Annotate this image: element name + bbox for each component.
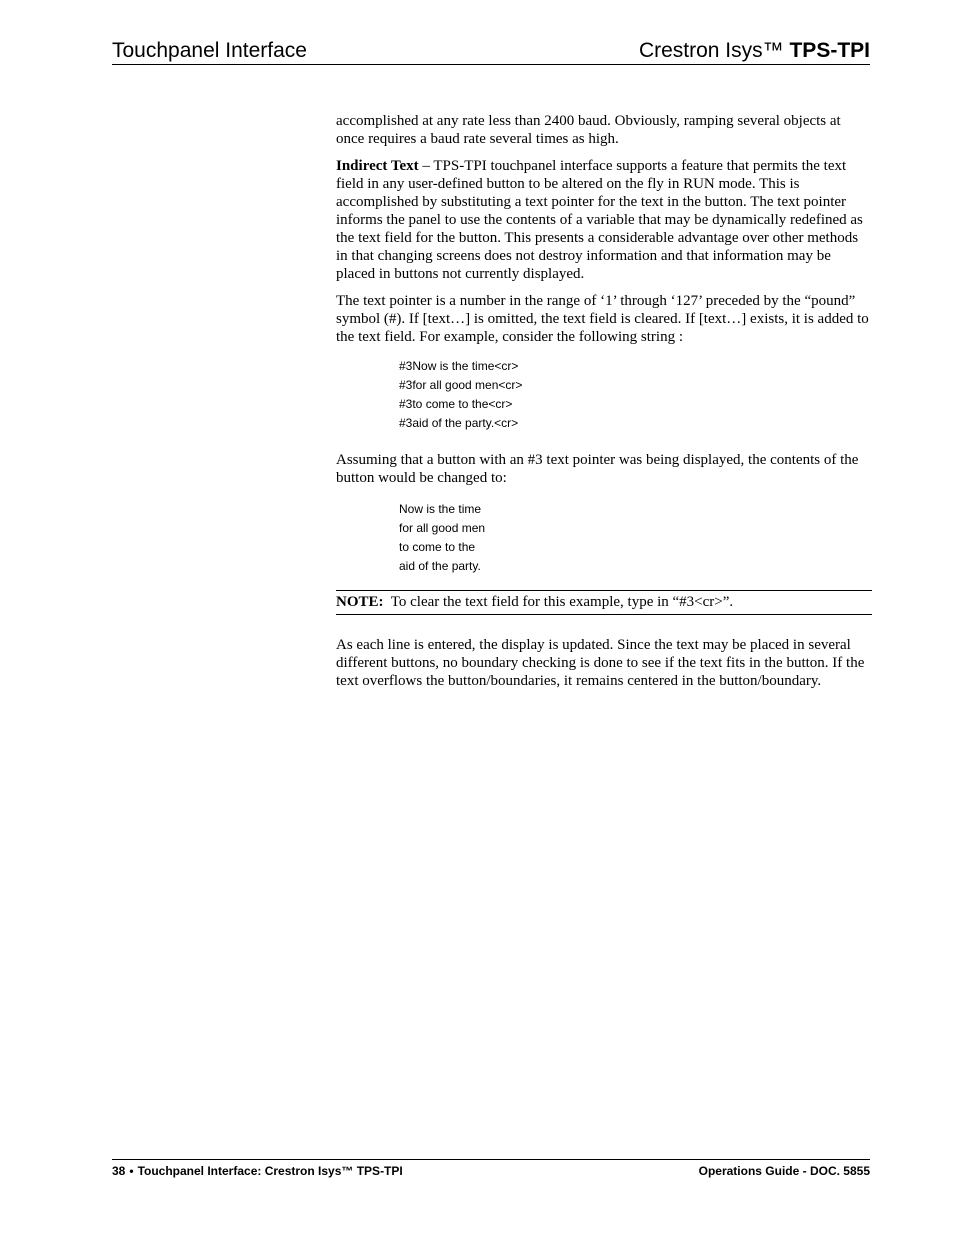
- code-line: #3Now is the time<cr>: [399, 359, 519, 373]
- header-product-title: [639, 38, 870, 64]
- paragraph-baud-rate: accomplished at any rate less than 2400 baud. Obviously, ramping several objects at once requires a baud rate several times as high.: [336, 113, 841, 147]
- code-line: aid of the party.: [399, 559, 481, 573]
- footer-left: [112, 1163, 403, 1179]
- page-footer: [112, 1159, 870, 1178]
- code-line: Now is the time: [399, 502, 482, 516]
- page-number: 38: [112, 1164, 126, 1178]
- paragraph-display-updated: As each line is entered, the display is updated. Since the text may be placed in several different buttons, no boundary checking is done to see if the text fits in the button. If the text overflows the button/boundaries, it remains centered in the button/boundary.: [336, 637, 865, 689]
- paragraph-text-pointer: The text pointer is a number in the range of ‘1’ through ‘127’ preceded by the “pound” symbol (#). If [text…] is omitted, the text field is cleared. If [text…] exists, it is added to the text field. For example, consider the following string :: [336, 293, 869, 345]
- footer-document-id: Operations Guide - DOC. 5855: [698, 1164, 870, 1178]
- header-product-model: TPS-TPI: [789, 39, 870, 62]
- page-header: [112, 38, 870, 65]
- code-line: for all good men: [399, 521, 486, 535]
- footer-chapter-title: Touchpanel Interface: Crestron Isys™ TPS-TPI: [137, 1164, 403, 1178]
- note-label: NOTE:: [336, 594, 384, 610]
- example-string-block: [399, 357, 872, 433]
- note-text: To clear the text field for this example, type in “#3<cr>”.: [390, 594, 734, 610]
- header-section-title: Touchpanel Interface: [112, 39, 307, 62]
- header-product-name: Crestron Isys™: [638, 39, 784, 62]
- code-line: #3to come to the<cr>: [399, 397, 513, 411]
- button-contents-block: [399, 500, 872, 576]
- indirect-text-heading: Indirect Text: [336, 158, 419, 174]
- paragraph-assuming: Assuming that a button with an #3 text pointer was being displayed, the contents of the button would be changed to:: [336, 452, 859, 486]
- paragraph-indirect-text: [336, 157, 872, 283]
- code-line: to come to the: [399, 540, 476, 554]
- indirect-text-body: – TPS-TPI touchpanel interface supports a feature that permits the text field in any user-defined button to be altered on the fly in RUN mode. This is accomplished by substituting a text pointer for the text in the button. The text pointer informs the panel to use the contents of a variable that may be dynamically redefined as the text field for the button. This presents a considerable advantage over other methods in that changing screens does not destroy information and that information may be placed in buttons not currently displayed.: [336, 158, 863, 282]
- note-box: [336, 590, 872, 615]
- page-content: [336, 112, 872, 699]
- code-line: #3for all good men<cr>: [399, 378, 523, 392]
- code-line: #3aid of the party.<cr>: [399, 416, 519, 430]
- bullet-separator-icon: •: [129, 1164, 134, 1178]
